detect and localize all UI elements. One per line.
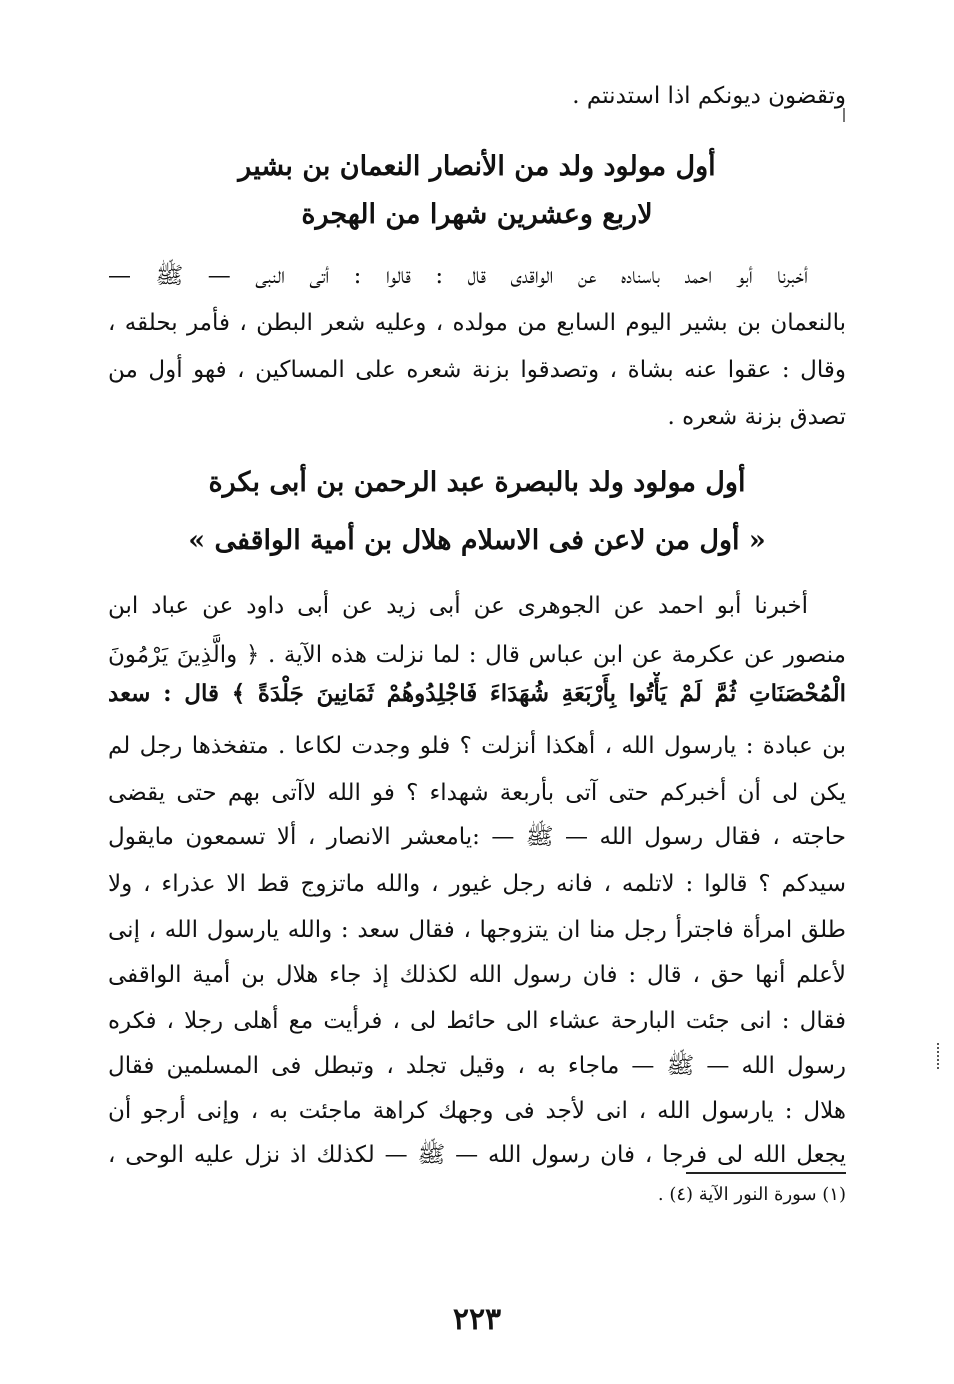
page-number: ٢٢٣ [452,1302,502,1337]
paragraph-line: تصدق بزنة شعره . [667,404,846,430]
paragraph-line: فقال : انى جئت البارحة عشاء الى حائط لى ، فرأيت مع أهلى رجلا ، فكره [108,1008,846,1034]
section2-heading-line2: « أول من لاعن فى الاسلام هلال بن أمية الواقفى » [188,525,766,556]
paragraph-line: وقال : عقوا عنه بشاة ، وتصدقوا بزنة شعره على المساكين ، فهو أول من [108,357,846,383]
paragraph-line: منصور عن عكرمة عن ابن عباس قال : لما نزلت هذه الآية . ﴿ والَّذِينَ يَرْمُونَ [108,642,846,668]
section1-heading-line1: أول مولود ولد من الأنصار النعمان بن بشير [238,151,716,182]
paragraph-line: هلال : يارسول الله ، انى لأجد فى وجهك كراهة ماجئت به ، وإنى أرجو أن [108,1098,846,1124]
paragraph-line: رسول الله — ﷺ — ماجاء به ، وقيل تجلد ، وتبطل فى المسلمين فقال [108,1053,846,1079]
paragraph-line: حاجته ، فقال رسول الله — ﷺ — :يامعشر الانصار ، ألا تسمعون مايقول [108,824,846,850]
paragraph-line: أخبرنا أبو احمد باسناده عن الواقدى قال : قالوا : أتى النبى — ﷺ — [108,263,808,289]
paragraph-line: لأعلم أنها حق ، قال : فان رسول الله لكذلك إذ جاء هلال بن أمية الواقفى [108,962,846,988]
margin-mark [937,1043,942,1069]
paragraph-line: طلق امرأة فاجترأ رجل منا ان يتزوجها ، فقال سعد : والله يارسول الله ، إنى [108,917,846,943]
footnote: (١) سورة النور الآية (٤) . [657,1184,846,1205]
quran-verse-line: الْمُحْصَنَاتِ ثُمَّ لَمْ يَأْتُوا بِأَرْبَعَةِ شُهَدَاءَ فَاجْلِدُوهُمْ ثَمَانِينَ جَلْدَةً ﴾ قال : سعد [108,680,846,707]
paragraph-line: يكن لى أن أخبركم حتى آتى بأربعة شهداء ؟ فو الله لاآتى بهم حتى يقضى [108,780,846,806]
footnote-divider [686,1172,846,1174]
paragraph-line: سيدكم ؟ قالوا : لاتلمه ، فانه رجل غيور ، والله ماتزوج قط الا عذراء ، ولا [108,871,846,897]
paragraph-line: بن عبادة : يارسول الله ، أهكذا أنزلت ؟ فلو وجدت لكاعا . متفخذها رجل لم [108,733,846,759]
paragraph-line: يجعل الله لى فرجا ، فان رسول الله — ﷺ — لكذلك اذ نزل عليه الوحى ، [108,1142,846,1168]
opening-line: وتقضون ديونكم اذا استدنتم . [572,83,846,109]
paragraph-line: بالنعمان بن بشير اليوم السابع من مولده ، وعليه شعر البطن ، فأمر بحلقه ، [108,310,846,336]
paragraph-line: أخبرنا أبو احمد عن الجوهرى عن أبى زيد عن أبى داود عن عباد ابن [108,593,808,619]
section1-heading-line2: لاربع وعشرين شهرا من الهجرة [301,199,653,230]
section2-heading-line1: أول مولود ولد بالبصرة عبد الرحمن بن أبى بكرة [208,467,746,498]
